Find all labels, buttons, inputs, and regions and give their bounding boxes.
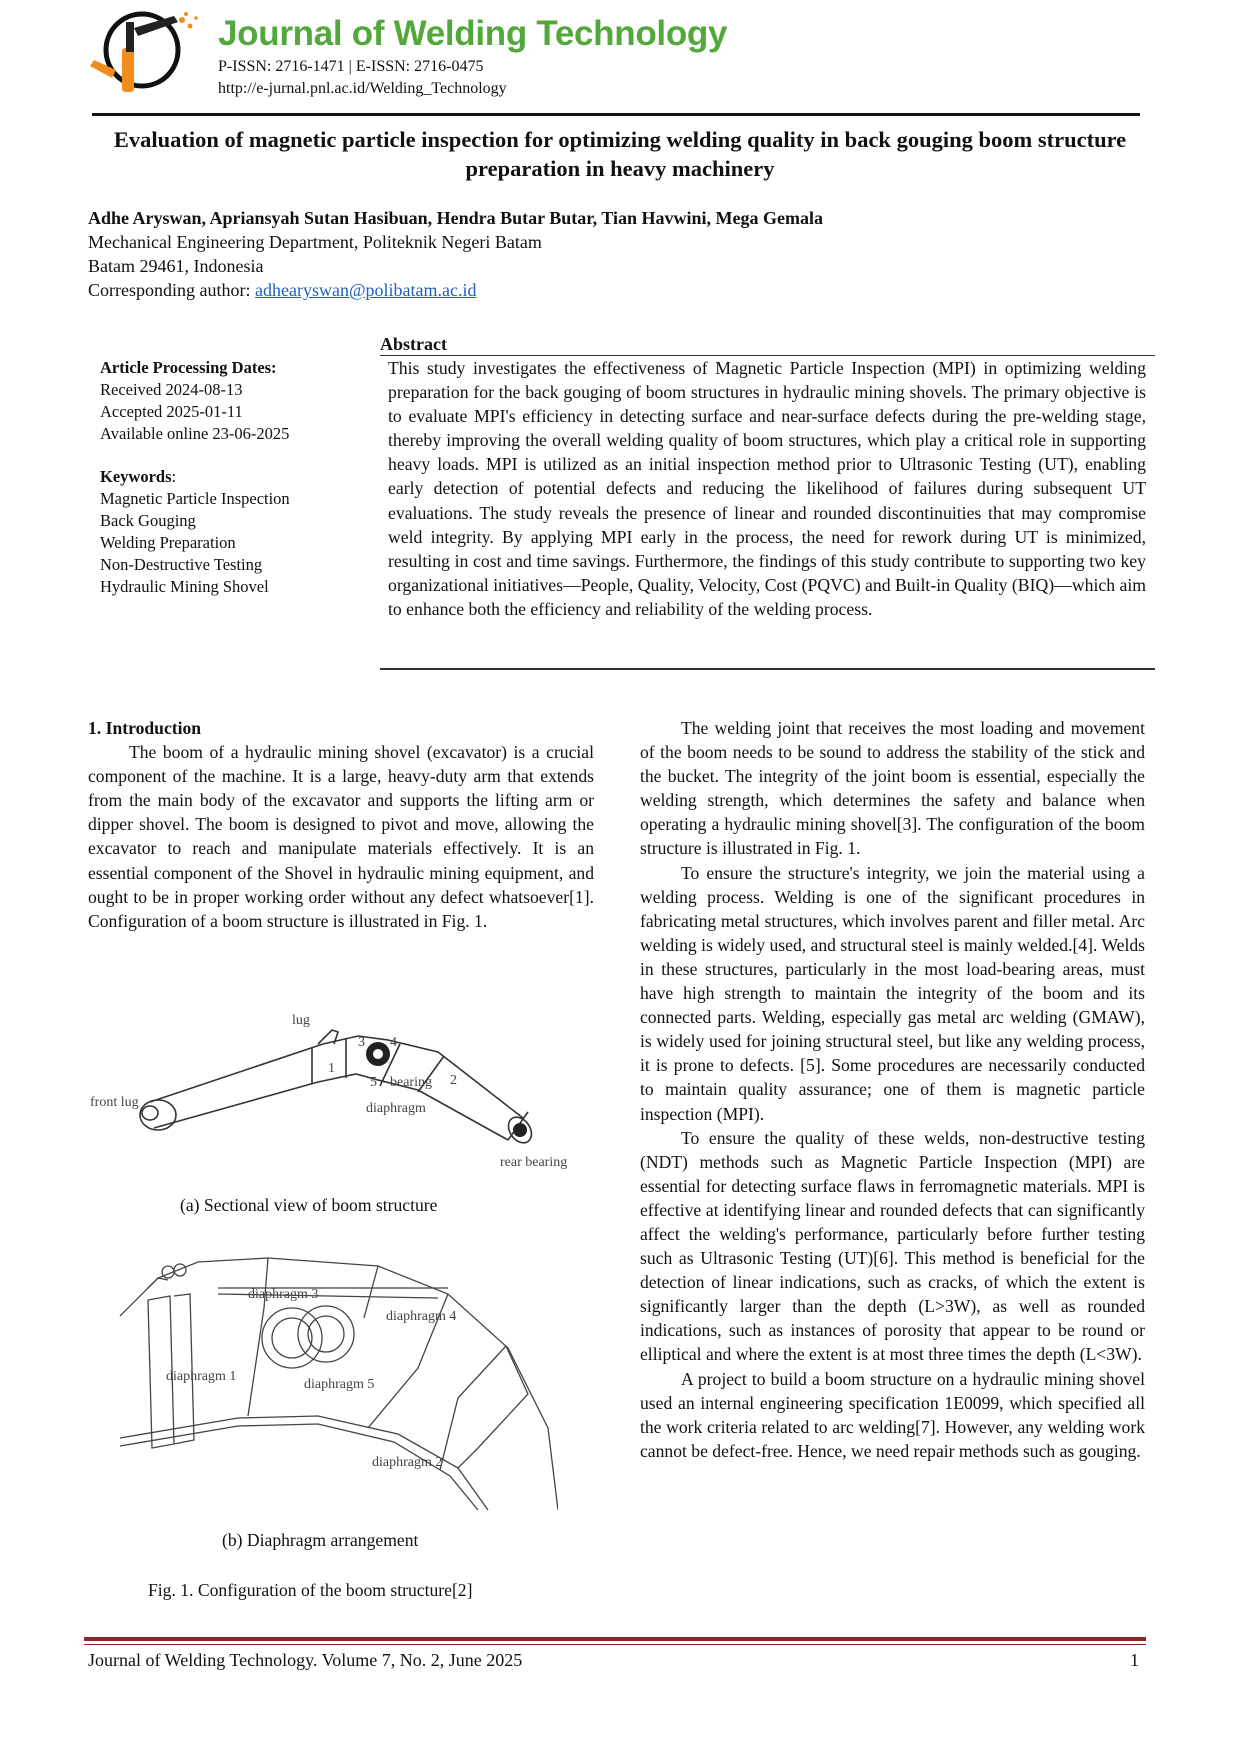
footer-divider [84, 1637, 1146, 1641]
keyword-item: Hydraulic Mining Shovel [100, 577, 269, 596]
body-paragraph: To ensure the structure's integrity, we join the material using a welding process. Welding is one of the significant procedures in fabricating metal structures, which involves parent and filler metal. Arc welding is widely used, and structural steel is mainly welded.[4]. Welds in these structures, particularly in the most load-bearing areas, must have high strength to maintain the integrity of the boom and its connected parts. Welding, especially gas metal arc welding (GMAW), is widely used for joining structural steel, but like any welding process, it is prone to defects. [5]. Some procedures are necessarily conducted to maintain quality assurance; one of them is magnetic particle inspection (MPI). [640, 862, 1145, 1124]
figure-diaphragm-arrangement [118, 1248, 558, 1510]
label-lug: lug [292, 1013, 310, 1028]
figure-boom-sectional-view [88, 1000, 593, 1175]
keyword-item: Back Gouging [100, 511, 196, 530]
body-paragraph: A project to build a boom structure on a hydraulic mining shovel used an internal engineering specification 1E0099, which specified all the work criteria related to arc welding[7]. However, any welding work cannot be defect-free. Hence, we need repair methods such as gouging. [640, 1368, 1145, 1461]
label-bearing: bearing [390, 1075, 432, 1090]
label-diaphragm: diaphragm [366, 1101, 426, 1116]
label-diaphragm-2: diaphragm 2 [372, 1455, 443, 1470]
keyword-item: Non-Destructive Testing [100, 555, 263, 574]
keyword-item: Welding Preparation [100, 533, 236, 552]
header-divider [92, 113, 1140, 116]
footer-journal-info: Journal of Welding Technology. Volume 7, No. 2, June 2025 [88, 1650, 523, 1670]
label-number: 2 [450, 1073, 457, 1088]
affiliation-department: Mechanical Engineering Department, Politeknik Negeri Batam [88, 232, 542, 252]
body-right-column [640, 716, 1145, 1463]
body-paragraph: The welding joint that receives the most loading and movement of the boom needs to be sound to address the stability of the stick and the bucket. The integrity of the joint boom is essential, especially the welding strength, which determines the safety and balance when operating a hydraulic mining shovel[3]. The configuration of the boom structure is illustrated in Fig. 1. [640, 718, 1145, 859]
dates-heading: Article Processing Dates: [100, 358, 277, 377]
label-diaphragm-4: diaphragm 4 [386, 1309, 457, 1324]
paper-title: Evaluation of magnetic particle inspection for optimizing welding quality in back gouging boom structure preparation in heavy machinery [113, 127, 1127, 181]
label-number: 4 [390, 1035, 397, 1050]
received-date: Received 2024-08-13 [100, 380, 243, 399]
keywords-label: Keywords [100, 467, 172, 486]
page-number: 1 [1130, 1650, 1139, 1670]
journal-name: Journal of Welding Technology [218, 14, 728, 53]
body-left-column [88, 716, 594, 933]
corresponding-author [88, 280, 476, 301]
abstract-heading: Abstract [380, 334, 447, 354]
journal-url[interactable]: http://e-jurnal.pnl.ac.id/Welding_Technology [218, 80, 507, 97]
label-diaphragm-3: diaphragm 3 [248, 1287, 319, 1302]
label-number: 5 [370, 1075, 377, 1090]
label-diaphragm-5: diaphragm 5 [304, 1377, 375, 1392]
welding-torch-logo-icon [82, 8, 208, 100]
figure-caption: Fig. 1. Configuration of the boom structure[2] [148, 1580, 473, 1600]
affiliation-city: Batam 29461, Indonesia [88, 256, 264, 276]
author-list: Adhe Aryswan, Apriansyah Sutan Hasibuan, Hendra Butar Butar, Tian Havwini, Mega Gemala [88, 208, 823, 228]
caption-a: (a) Sectional view of boom structure [180, 1195, 438, 1215]
accepted-date: Accepted 2025-01-11 [100, 402, 243, 421]
body-paragraph: The boom of a hydraulic mining shovel (excavator) is a crucial component of the machine. It is a large, heavy-duty arm that extends from the main body of the excavator and supports the lifting arm or dipper shovel. The boom is designed to pivot and move, allowing the excavator to reach and manipulate materials effectively. It is an essential component of the Shovel in hydraulic mining equipment, and ought to be in proper working order without any defect whatsoever[1]. Configuration of a boom structure is illustrated in Fig. 1. [88, 742, 594, 931]
label-number: 3 [358, 1035, 365, 1050]
label-diaphragm-1: diaphragm 1 [166, 1369, 237, 1384]
available-date: Available online 23-06-2025 [100, 424, 290, 443]
journal-issn: P-ISSN: 2716-1471 | E-ISSN: 2716-0475 [218, 58, 484, 75]
keywords-heading [100, 467, 176, 487]
footer-divider-thin [84, 1644, 1146, 1645]
label-front-lug: front lug [90, 1095, 139, 1110]
keyword-item: Magnetic Particle Inspection [100, 489, 290, 508]
corresponding-email-link[interactable]: adhearyswan@polibatam.ac.id [254, 280, 477, 300]
keywords-colon: : [171, 467, 177, 486]
abstract-bottom-rule [380, 668, 1155, 670]
corresponding-label: Corresponding author: [88, 280, 255, 300]
body-paragraph: To ensure the quality of these welds, non-destructive testing (NDT) methods such as Magnetic Particle Inspection (MPI) are essential for detecting surface flaws in ferromagnetic materials. MPI is effective at identifying linear and rounded defects that can significantly affect the welding's performance, particularly before further testing such as Ultrasonic Testing (UT)[6]. This method is beneficial for the detection of linear indications, such as cracks, of which the extent is significantly larger than the depth (L>3W), as well as rounded indications, such as instances of porosity that appear to be round or elliptical and where the extent is at most three times the depth (L<3W). [640, 1127, 1145, 1365]
section-heading-introduction: 1. Introduction [88, 718, 202, 738]
label-rear-bearing: rear bearing [500, 1155, 568, 1170]
label-number: 1 [328, 1061, 335, 1076]
caption-b: (b) Diaphragm arrangement [222, 1530, 419, 1550]
abstract-text: This study investigates the effectiveness of Magnetic Particle Inspection (MPI) in optimizing welding preparation for the back gouging of boom structures in hydraulic mining shovels. The primary objective is to evaluate MPI's efficiency in detecting surface and near-surface defects during the pre-welding stage, thereby improving the overall welding quality of boom structures, which play a critical role in supporting heavy loads. MPI is utilized as an initial inspection method prior to Ultrasonic Testing (UT), enabling early detection of potential defects and reducing the likelihood of failures during subsequent UT evaluations. The study reveals the presence of linear and rounded discontinuities that may compromise weld integrity. By applying MPI early in the process, the need for rework during UT is minimized, resulting in cost and time savings. Furthermore, the findings of this study contribute to supporting two key organizational initiatives—People, Quality, Velocity, Cost (PQVC) and Built-in Quality (BIQ)—which aim to enhance both the efficiency and reliability of the welding process. [388, 358, 1146, 619]
